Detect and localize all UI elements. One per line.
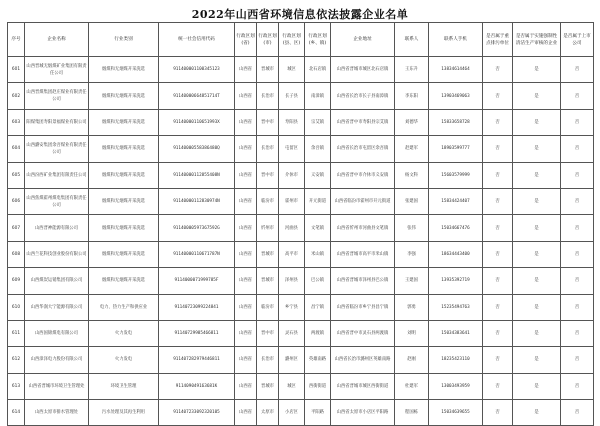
- table-row: [8, 268, 594, 294]
- table-cell: 否: [483, 241, 513, 267]
- table-cell: 91140729985466811: [159, 320, 235, 346]
- table-cell: 烟煤和无烟煤开采洗选: [89, 162, 159, 188]
- table-cell: 王东升: [395, 57, 429, 83]
- table-cell: 山西省晋城市环境卫生管理处: [25, 373, 89, 399]
- table-cell: 河曲县: [279, 215, 305, 241]
- table-cell: 是: [513, 373, 561, 399]
- table-cell: 山西省晋城市城区西街街道: [331, 373, 395, 399]
- table-cell: 91140000110651993X: [159, 109, 235, 135]
- table-cell: 山西省晋城市城区北石店镇: [331, 57, 395, 83]
- table-cell: 北石店镇: [305, 57, 331, 83]
- table-cell: 15034667476: [429, 215, 483, 241]
- table-cell: 高平市: [279, 241, 305, 267]
- table-cell: 911400001100345123: [159, 57, 235, 83]
- table-cell: 余吾镇: [305, 136, 331, 162]
- column-header: 行政区划(市): [257, 23, 279, 57]
- table-cell: 否: [561, 136, 594, 162]
- column-header: 联系人: [395, 23, 429, 57]
- table-cell: 否: [561, 320, 594, 346]
- table-cell: 否: [561, 400, 594, 426]
- table-cell: 是: [513, 241, 561, 267]
- table-cell: 英雄南路: [305, 347, 331, 373]
- table-cell: 山西省忻州市河曲县文笔镇: [331, 215, 395, 241]
- table-cell: 612: [8, 347, 25, 373]
- table-cell: 18235423110: [429, 347, 483, 373]
- table-cell: 晋城市: [257, 241, 279, 267]
- table-cell: 13903469063: [429, 83, 483, 109]
- table-cell: 霍州市: [279, 188, 305, 214]
- column-header: 行政区划(乡、镇): [305, 23, 331, 57]
- table-cell: 烟煤和无烟煤开采洗选: [89, 109, 159, 135]
- table-row: [8, 294, 594, 320]
- table-cell: 郭勇: [395, 294, 429, 320]
- table-cell: 山西省: [235, 400, 257, 426]
- table-cell: 否: [483, 83, 513, 109]
- table-cell: 15834424407: [429, 188, 483, 214]
- table-cell: 临汾市: [257, 188, 279, 214]
- table-row: [8, 83, 594, 109]
- table-cell: 两渡镇: [305, 320, 331, 346]
- table-cell: 山西国锦煤电有限公司: [25, 320, 89, 346]
- table-cell: 是: [513, 320, 561, 346]
- table-cell: 烟煤和无烟煤开采洗选: [89, 268, 159, 294]
- table-cell: 张伟: [395, 215, 429, 241]
- table-cell: 13935392719: [429, 268, 483, 294]
- table-cell: 否: [561, 268, 594, 294]
- table-cell: 火力发电: [89, 320, 159, 346]
- table-cell: 南漳镇: [305, 83, 331, 109]
- table-cell: 赵刚: [395, 347, 429, 373]
- table-cell: 山西省临汾市乡宁县昌宁镇: [331, 294, 395, 320]
- table-cell: 晋中市: [257, 320, 279, 346]
- column-header: 行政区划(县、区): [279, 23, 305, 57]
- table-row: [8, 400, 594, 426]
- table-cell: 603: [8, 109, 25, 135]
- table-cell: 否: [483, 294, 513, 320]
- table-cell: 长治市: [257, 347, 279, 373]
- table-cell: 山西省长治市潞州区英雄南路: [331, 347, 395, 373]
- table-cell: 否: [483, 400, 513, 426]
- table-cell: 刘明: [395, 320, 429, 346]
- table-cell: 小店区: [279, 400, 305, 426]
- table-row: [8, 320, 594, 346]
- table-cell: 山西省太原市小店区平阳路: [331, 400, 395, 426]
- table-cell: 山西省: [235, 162, 257, 188]
- table-cell: 山西潞安集团余吾煤业有限责任公司: [25, 136, 89, 162]
- table-cell: 长治市: [257, 136, 279, 162]
- table-cell: 15235494763: [429, 294, 483, 320]
- table-cell: 9114000071999785F: [159, 268, 235, 294]
- table-cell: 是: [513, 162, 561, 188]
- table-cell: 是: [513, 109, 561, 135]
- table-cell: 否: [483, 109, 513, 135]
- table-cell: 山西兰花科技创业股份有限公司: [25, 241, 89, 267]
- table-cell: 张建国: [395, 188, 429, 214]
- table-cell: 杜建军: [395, 373, 429, 399]
- table-cell: 昌宁镇: [305, 294, 331, 320]
- table-cell: 山西省晋中市介休市义安镇: [331, 162, 395, 188]
- table-cell: 晋城市: [257, 373, 279, 399]
- table-cell: 烟煤和无烟煤开采洗选: [89, 57, 159, 83]
- table-cell: 601: [8, 57, 25, 83]
- table-cell: 程国栋: [395, 400, 429, 426]
- table-cell: 山西省: [235, 320, 257, 346]
- table-cell: 山西省: [235, 241, 257, 267]
- table-cell: 泽州县: [279, 268, 305, 294]
- table-cell: 火力发电: [89, 347, 159, 373]
- table-cell: 晋中市: [257, 109, 279, 135]
- column-header: 联系人手机: [429, 23, 483, 57]
- table-cell: 是: [513, 268, 561, 294]
- table-cell: 是: [513, 188, 561, 214]
- table-cell: 是: [513, 83, 561, 109]
- header-row: [8, 23, 594, 57]
- table-cell: 晋中市: [257, 162, 279, 188]
- table-cell: 15833658728: [429, 109, 483, 135]
- table-cell: 15034383641: [429, 320, 483, 346]
- table-cell: 是: [513, 347, 561, 373]
- table-cell: 91140000664851714T: [159, 83, 235, 109]
- table-cell: 灵石县: [279, 320, 305, 346]
- table-cell: 604: [8, 136, 25, 162]
- table-cell: 李东阳: [395, 83, 429, 109]
- table-cell: 晋城市: [257, 268, 279, 294]
- table-cell: 平阳路: [305, 400, 331, 426]
- table-cell: 606: [8, 188, 25, 214]
- table-cell: 否: [483, 136, 513, 162]
- table-cell: 介休市: [279, 162, 305, 188]
- column-header: 行政区划(省): [235, 23, 257, 57]
- table-cell: 否: [561, 215, 594, 241]
- table-cell: 是: [513, 136, 561, 162]
- table-row: [8, 162, 594, 188]
- table-cell: 18634443400: [429, 241, 483, 267]
- page-title: 2022年山西省环境信息依法披露企业名单: [191, 8, 409, 21]
- table-cell: 山西省晋城市泽州县巴公镇: [331, 268, 395, 294]
- table-cell: 文笔镇: [305, 215, 331, 241]
- table-cell: 山西省长治市屯留区余吾镇: [331, 136, 395, 162]
- column-header: 序号: [8, 23, 25, 57]
- table-cell: 山西晋煤集团赵庄煤业有限责任公司: [25, 83, 89, 109]
- table-cell: 义安镇: [305, 162, 331, 188]
- table-cell: 609: [8, 268, 25, 294]
- table-cell: 开元街道: [305, 188, 331, 214]
- table-cell: 91140000112830974N: [159, 188, 235, 214]
- table-cell: 烟煤和无烟煤开采洗选: [89, 215, 159, 241]
- table-cell: 否: [561, 83, 594, 109]
- table-row: [8, 57, 594, 83]
- column-header: 统一社会信用代码: [159, 23, 235, 57]
- table-cell: 山西省: [235, 347, 257, 373]
- table-cell: 山西华润大宁能源有限公司: [25, 294, 89, 320]
- table-cell: 是: [513, 57, 561, 83]
- table-cell: 巴公镇: [305, 268, 331, 294]
- table-cell: 晋城市: [257, 57, 279, 83]
- enterprise-disclosure-table: [7, 22, 594, 426]
- table-cell: 是: [513, 294, 561, 320]
- table-cell: 否: [561, 188, 594, 214]
- table-cell: 否: [483, 320, 513, 346]
- table-cell: 米山镇: [305, 241, 331, 267]
- table-cell: 91140000597367592G: [159, 215, 235, 241]
- table-cell: 山西省: [235, 109, 257, 135]
- table-cell: 山西省晋中市灵石县两渡镇: [331, 320, 395, 346]
- table-cell: 91140000110671787N: [159, 241, 235, 267]
- table-cell: 15603579999: [429, 162, 483, 188]
- table-cell: 烟煤和无烟煤开采洗选: [89, 188, 159, 214]
- table-cell: 山西省: [235, 294, 257, 320]
- table-row: [8, 136, 594, 162]
- table-cell: 15034639655: [429, 400, 483, 426]
- table-row: [8, 188, 594, 214]
- table-cell: 污水处理及其再生利用: [89, 400, 159, 426]
- table-cell: 山西晋神能源有限公司: [25, 215, 89, 241]
- table-cell: 是: [513, 400, 561, 426]
- table-cell: 忻州市: [257, 215, 279, 241]
- table-cell: 91140000558386480Q: [159, 136, 235, 162]
- table-cell: 山西省: [235, 215, 257, 241]
- table-cell: 是: [513, 215, 561, 241]
- table-cell: 宗艾镇: [305, 109, 331, 135]
- table-cell: 山西煤炭运销集团有限公司: [25, 268, 89, 294]
- table-cell: 605: [8, 162, 25, 188]
- column-header: 企业名称: [25, 23, 89, 57]
- table-cell: 山西省晋中市寿阳县宗艾镇: [331, 109, 395, 135]
- table-cell: 否: [561, 241, 594, 267]
- table-cell: 614: [8, 400, 25, 426]
- table-cell: 13834614464: [429, 57, 483, 83]
- table-cell: 阳煤集团寿阳景福煤业有限公司: [25, 109, 89, 135]
- table-cell: 山西太原市排水管理处: [25, 400, 89, 426]
- table-cell: 杨文科: [395, 162, 429, 188]
- table-row: [8, 241, 594, 267]
- table-cell: 烟煤和无烟煤开采洗选: [89, 241, 159, 267]
- column-header: 企业地址: [331, 23, 395, 57]
- table-cell: 山西省晋城市高平市米山镇: [331, 241, 395, 267]
- table-cell: 607: [8, 215, 25, 241]
- column-header: 是否属于实施强制性清洁生产审核的企业: [513, 23, 561, 57]
- table-cell: 否: [483, 347, 513, 373]
- table-cell: 临汾市: [257, 294, 279, 320]
- table-row: [8, 109, 594, 135]
- table-row: [8, 373, 594, 399]
- table-cell: 刘德华: [395, 109, 429, 135]
- table-cell: 赵建军: [395, 136, 429, 162]
- table-cell: 烟煤和无烟煤开采洗选: [89, 83, 159, 109]
- table-cell: 屯留区: [279, 136, 305, 162]
- table-cell: 否: [483, 215, 513, 241]
- column-header: 是否属于重点排污单位: [483, 23, 513, 57]
- table-row: [8, 347, 594, 373]
- table-cell: 91140000112855408N: [159, 162, 235, 188]
- table-cell: 否: [483, 188, 513, 214]
- table-cell: 山西汾西矿业集团有限责任公司: [25, 162, 89, 188]
- table-cell: 911407233092320105: [159, 400, 235, 426]
- table-cell: 山西漳泽电力股份有限公司: [25, 347, 89, 373]
- table-cell: 长子县: [279, 83, 305, 109]
- table-cell: 610: [8, 294, 25, 320]
- table-cell: 608: [8, 241, 25, 267]
- table-cell: 西街街道: [305, 373, 331, 399]
- table-cell: 602: [8, 83, 25, 109]
- table-cell: 否: [483, 373, 513, 399]
- table-cell: 烟煤和无烟煤开采洗选: [89, 136, 159, 162]
- table-cell: 否: [561, 109, 594, 135]
- table-cell: 山西省: [235, 373, 257, 399]
- table-cell: 环境卫生管理: [89, 373, 159, 399]
- table-cell: 李强: [395, 241, 429, 267]
- table-cell: 电力、热力生产和供应业: [89, 294, 159, 320]
- table-cell: 13003493959: [429, 373, 483, 399]
- table-cell: 山西省: [235, 83, 257, 109]
- table-cell: 911409049163681K: [159, 373, 235, 399]
- table-cell: 长治市: [257, 83, 279, 109]
- table-cell: 否: [483, 162, 513, 188]
- table-cell: 否: [483, 268, 513, 294]
- table-cell: 91140723099224841: [159, 294, 235, 320]
- table-cell: 否: [561, 347, 594, 373]
- table-cell: 乡宁县: [279, 294, 305, 320]
- table-cell: 城区: [279, 373, 305, 399]
- table-cell: 山西省: [235, 57, 257, 83]
- table-cell: 寿阳县: [279, 109, 305, 135]
- table-cell: 否: [561, 162, 594, 188]
- table-cell: 山西省临汾市霍州市开元街道: [331, 188, 395, 214]
- table-row: [8, 215, 594, 241]
- table-cell: 否: [561, 294, 594, 320]
- table-cell: 山西省: [235, 268, 257, 294]
- table-cell: 否: [561, 373, 594, 399]
- table-cell: 潞州区: [279, 347, 305, 373]
- table-cell: 山西焦煤霍州煤电集团有限责任公司: [25, 188, 89, 214]
- table-cell: 山西省长治市长子县南漳镇: [331, 83, 395, 109]
- table-cell: 城区: [279, 57, 305, 83]
- table-cell: 王建国: [395, 268, 429, 294]
- table-cell: 611: [8, 320, 25, 346]
- column-header: 是否属于上市公司: [561, 23, 594, 57]
- table-cell: 911407282979446811: [159, 347, 235, 373]
- table-cell: 613: [8, 373, 25, 399]
- table-cell: 山西省: [235, 136, 257, 162]
- table-cell: 山西省: [235, 188, 257, 214]
- table-cell: 太原市: [257, 400, 279, 426]
- table-cell: 否: [561, 57, 594, 83]
- column-header: 行业类别: [89, 23, 159, 57]
- table-cell: 山西晋城无烟煤矿业集团有限责任公司: [25, 57, 89, 83]
- table-cell: 否: [483, 57, 513, 83]
- table-cell: 18903599777: [429, 136, 483, 162]
